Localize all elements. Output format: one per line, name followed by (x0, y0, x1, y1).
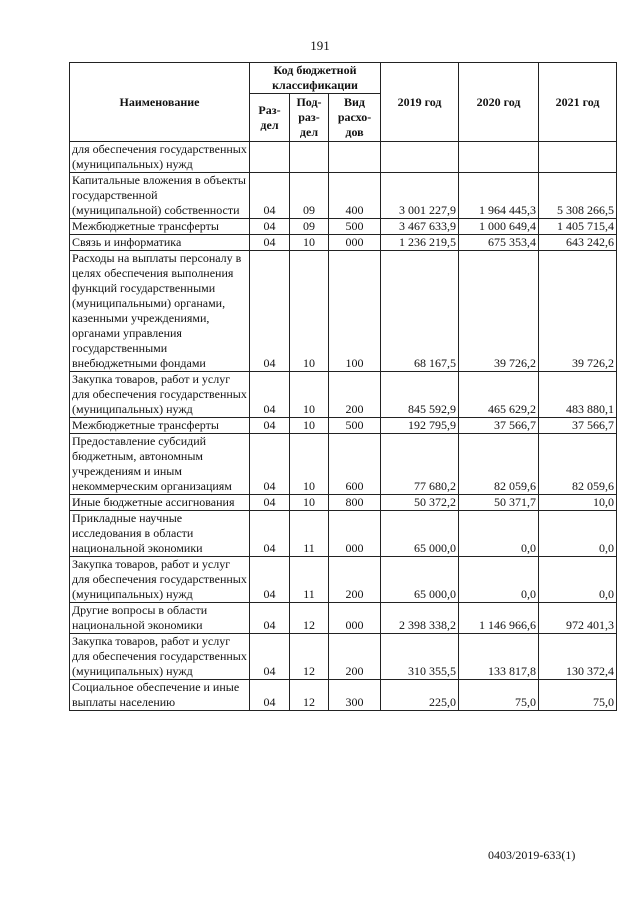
row-podrazdel: 11 (290, 511, 329, 557)
row-vid-raskhodov: 500 (329, 219, 381, 235)
row-razdel: 04 (250, 434, 290, 495)
row-razdel: 04 (250, 511, 290, 557)
row-razdel: 04 (250, 235, 290, 251)
header-name: Наименование (70, 63, 250, 142)
row-podrazdel (290, 142, 329, 173)
row-value-2020: 1 964 445,3 (459, 173, 539, 219)
row-vid-raskhodov: 000 (329, 511, 381, 557)
row-razdel: 04 (250, 418, 290, 434)
row-value-2019: 65 000,0 (381, 511, 459, 557)
header-2020: 2020 год (459, 63, 539, 142)
row-value-2019: 50 372,2 (381, 495, 459, 511)
table-row (70, 434, 617, 495)
row-value-2021: 75,0 (539, 680, 617, 711)
budget-table (69, 62, 617, 711)
row-value-2020: 82 059,6 (459, 434, 539, 495)
row-value-2019: 77 680,2 (381, 434, 459, 495)
row-podrazdel: 09 (290, 219, 329, 235)
row-razdel: 04 (250, 372, 290, 418)
table-header (70, 63, 617, 142)
row-value-2019: 310 355,5 (381, 634, 459, 680)
table-row (70, 235, 617, 251)
row-vid-raskhodov: 500 (329, 418, 381, 434)
row-razdel: 04 (250, 680, 290, 711)
row-razdel: 04 (250, 219, 290, 235)
table-row (70, 634, 617, 680)
row-name: Связь и информатика (70, 235, 250, 251)
row-vid-raskhodov: 100 (329, 251, 381, 372)
row-name: Социальное обеспечение и иные выплаты населению (70, 680, 250, 711)
document-code: 0403/2019-633(1) (488, 848, 576, 862)
table-row (70, 680, 617, 711)
row-value-2021 (539, 142, 617, 173)
row-value-2021: 39 726,2 (539, 251, 617, 372)
row-vid-raskhodov: 000 (329, 603, 381, 634)
row-podrazdel: 10 (290, 235, 329, 251)
table-row (70, 219, 617, 235)
row-podrazdel: 10 (290, 372, 329, 418)
table-row (70, 251, 617, 372)
row-name: Предоставление субсидий бюджетным, автономным учреждениям и иным некоммерческим организациям (70, 434, 250, 495)
header-2021: 2021 год (539, 63, 617, 142)
table-row (70, 557, 617, 603)
row-value-2020: 133 817,8 (459, 634, 539, 680)
row-podrazdel: 12 (290, 634, 329, 680)
row-razdel: 04 (250, 173, 290, 219)
row-value-2021: 483 880,1 (539, 372, 617, 418)
row-value-2019: 845 592,9 (381, 372, 459, 418)
table-row (70, 495, 617, 511)
row-value-2021: 5 308 266,5 (539, 173, 617, 219)
table-row (70, 418, 617, 434)
header-podrazdel: Под- раз- дел (290, 94, 329, 142)
table-row (70, 511, 617, 557)
row-value-2019: 192 795,9 (381, 418, 459, 434)
row-value-2021: 37 566,7 (539, 418, 617, 434)
header-2019: 2019 год (381, 63, 459, 142)
row-value-2020: 39 726,2 (459, 251, 539, 372)
row-name: Другие вопросы в области национальной экономики (70, 603, 250, 634)
row-vid-raskhodov: 200 (329, 372, 381, 418)
row-value-2021: 0,0 (539, 557, 617, 603)
table-body (70, 142, 617, 711)
row-vid-raskhodov: 400 (329, 173, 381, 219)
row-name: для обеспечения государственных (муниципальных) нужд (70, 142, 250, 173)
row-value-2020: 465 629,2 (459, 372, 539, 418)
row-razdel (250, 142, 290, 173)
row-value-2020: 0,0 (459, 557, 539, 603)
row-name: Иные бюджетные ассигнования (70, 495, 250, 511)
row-razdel: 04 (250, 557, 290, 603)
header-vid-raskhodov: Вид расхо- дов (329, 94, 381, 142)
row-podrazdel: 12 (290, 603, 329, 634)
row-razdel: 04 (250, 495, 290, 511)
table-row (70, 142, 617, 173)
row-value-2020: 50 371,7 (459, 495, 539, 511)
row-razdel: 04 (250, 603, 290, 634)
row-podrazdel: 12 (290, 680, 329, 711)
row-value-2019: 68 167,5 (381, 251, 459, 372)
row-vid-raskhodov: 200 (329, 634, 381, 680)
row-name: Прикладные научные исследования в области национальной экономики (70, 511, 250, 557)
row-value-2021: 10,0 (539, 495, 617, 511)
table-row (70, 372, 617, 418)
row-value-2021: 82 059,6 (539, 434, 617, 495)
row-name: Межбюджетные трансферты (70, 219, 250, 235)
row-value-2020: 675 353,4 (459, 235, 539, 251)
row-value-2020: 0,0 (459, 511, 539, 557)
row-name: Закупка товаров, работ и услуг для обеспечения государственных (муниципальных) нужд (70, 634, 250, 680)
row-vid-raskhodov (329, 142, 381, 173)
row-name: Капитальные вложения в объекты государственной (муниципальной) собственности (70, 173, 250, 219)
page-number: 191 (310, 38, 330, 53)
row-value-2021: 1 405 715,4 (539, 219, 617, 235)
row-value-2020 (459, 142, 539, 173)
row-vid-raskhodov: 800 (329, 495, 381, 511)
table-row (70, 603, 617, 634)
row-value-2019: 65 000,0 (381, 557, 459, 603)
row-value-2019 (381, 142, 459, 173)
row-podrazdel: 10 (290, 418, 329, 434)
row-value-2021: 130 372,4 (539, 634, 617, 680)
row-podrazdel: 10 (290, 434, 329, 495)
row-value-2019: 225,0 (381, 680, 459, 711)
row-value-2019: 1 236 219,5 (381, 235, 459, 251)
row-podrazdel: 11 (290, 557, 329, 603)
row-value-2019: 3 467 633,9 (381, 219, 459, 235)
row-vid-raskhodov: 300 (329, 680, 381, 711)
header-razdel: Раз- дел (250, 94, 290, 142)
row-name: Межбюджетные трансферты (70, 418, 250, 434)
row-podrazdel: 10 (290, 251, 329, 372)
row-value-2020: 37 566,7 (459, 418, 539, 434)
row-razdel: 04 (250, 634, 290, 680)
row-value-2020: 75,0 (459, 680, 539, 711)
row-name: Закупка товаров, работ и услуг для обеспечения государственных (муниципальных) нужд (70, 372, 250, 418)
row-value-2020: 1 146 966,6 (459, 603, 539, 634)
row-name: Закупка товаров, работ и услуг для обеспечения государственных (муниципальных) нужд (70, 557, 250, 603)
row-value-2019: 2 398 338,2 (381, 603, 459, 634)
row-name: Расходы на выплаты персоналу в целях обеспечения выполнения функций государственными (муниципальными) органами, казенными учреждениями, органами управления государственными внебюджетными фондами (70, 251, 250, 372)
row-value-2020: 1 000 649,4 (459, 219, 539, 235)
row-razdel: 04 (250, 251, 290, 372)
table-row (70, 173, 617, 219)
row-vid-raskhodov: 200 (329, 557, 381, 603)
row-value-2021: 0,0 (539, 511, 617, 557)
header-code-group: Код бюджетной классификации (250, 63, 381, 94)
row-podrazdel: 10 (290, 495, 329, 511)
row-vid-raskhodov: 600 (329, 434, 381, 495)
row-value-2021: 972 401,3 (539, 603, 617, 634)
row-value-2021: 643 242,6 (539, 235, 617, 251)
row-value-2019: 3 001 227,9 (381, 173, 459, 219)
row-podrazdel: 09 (290, 173, 329, 219)
row-vid-raskhodov: 000 (329, 235, 381, 251)
